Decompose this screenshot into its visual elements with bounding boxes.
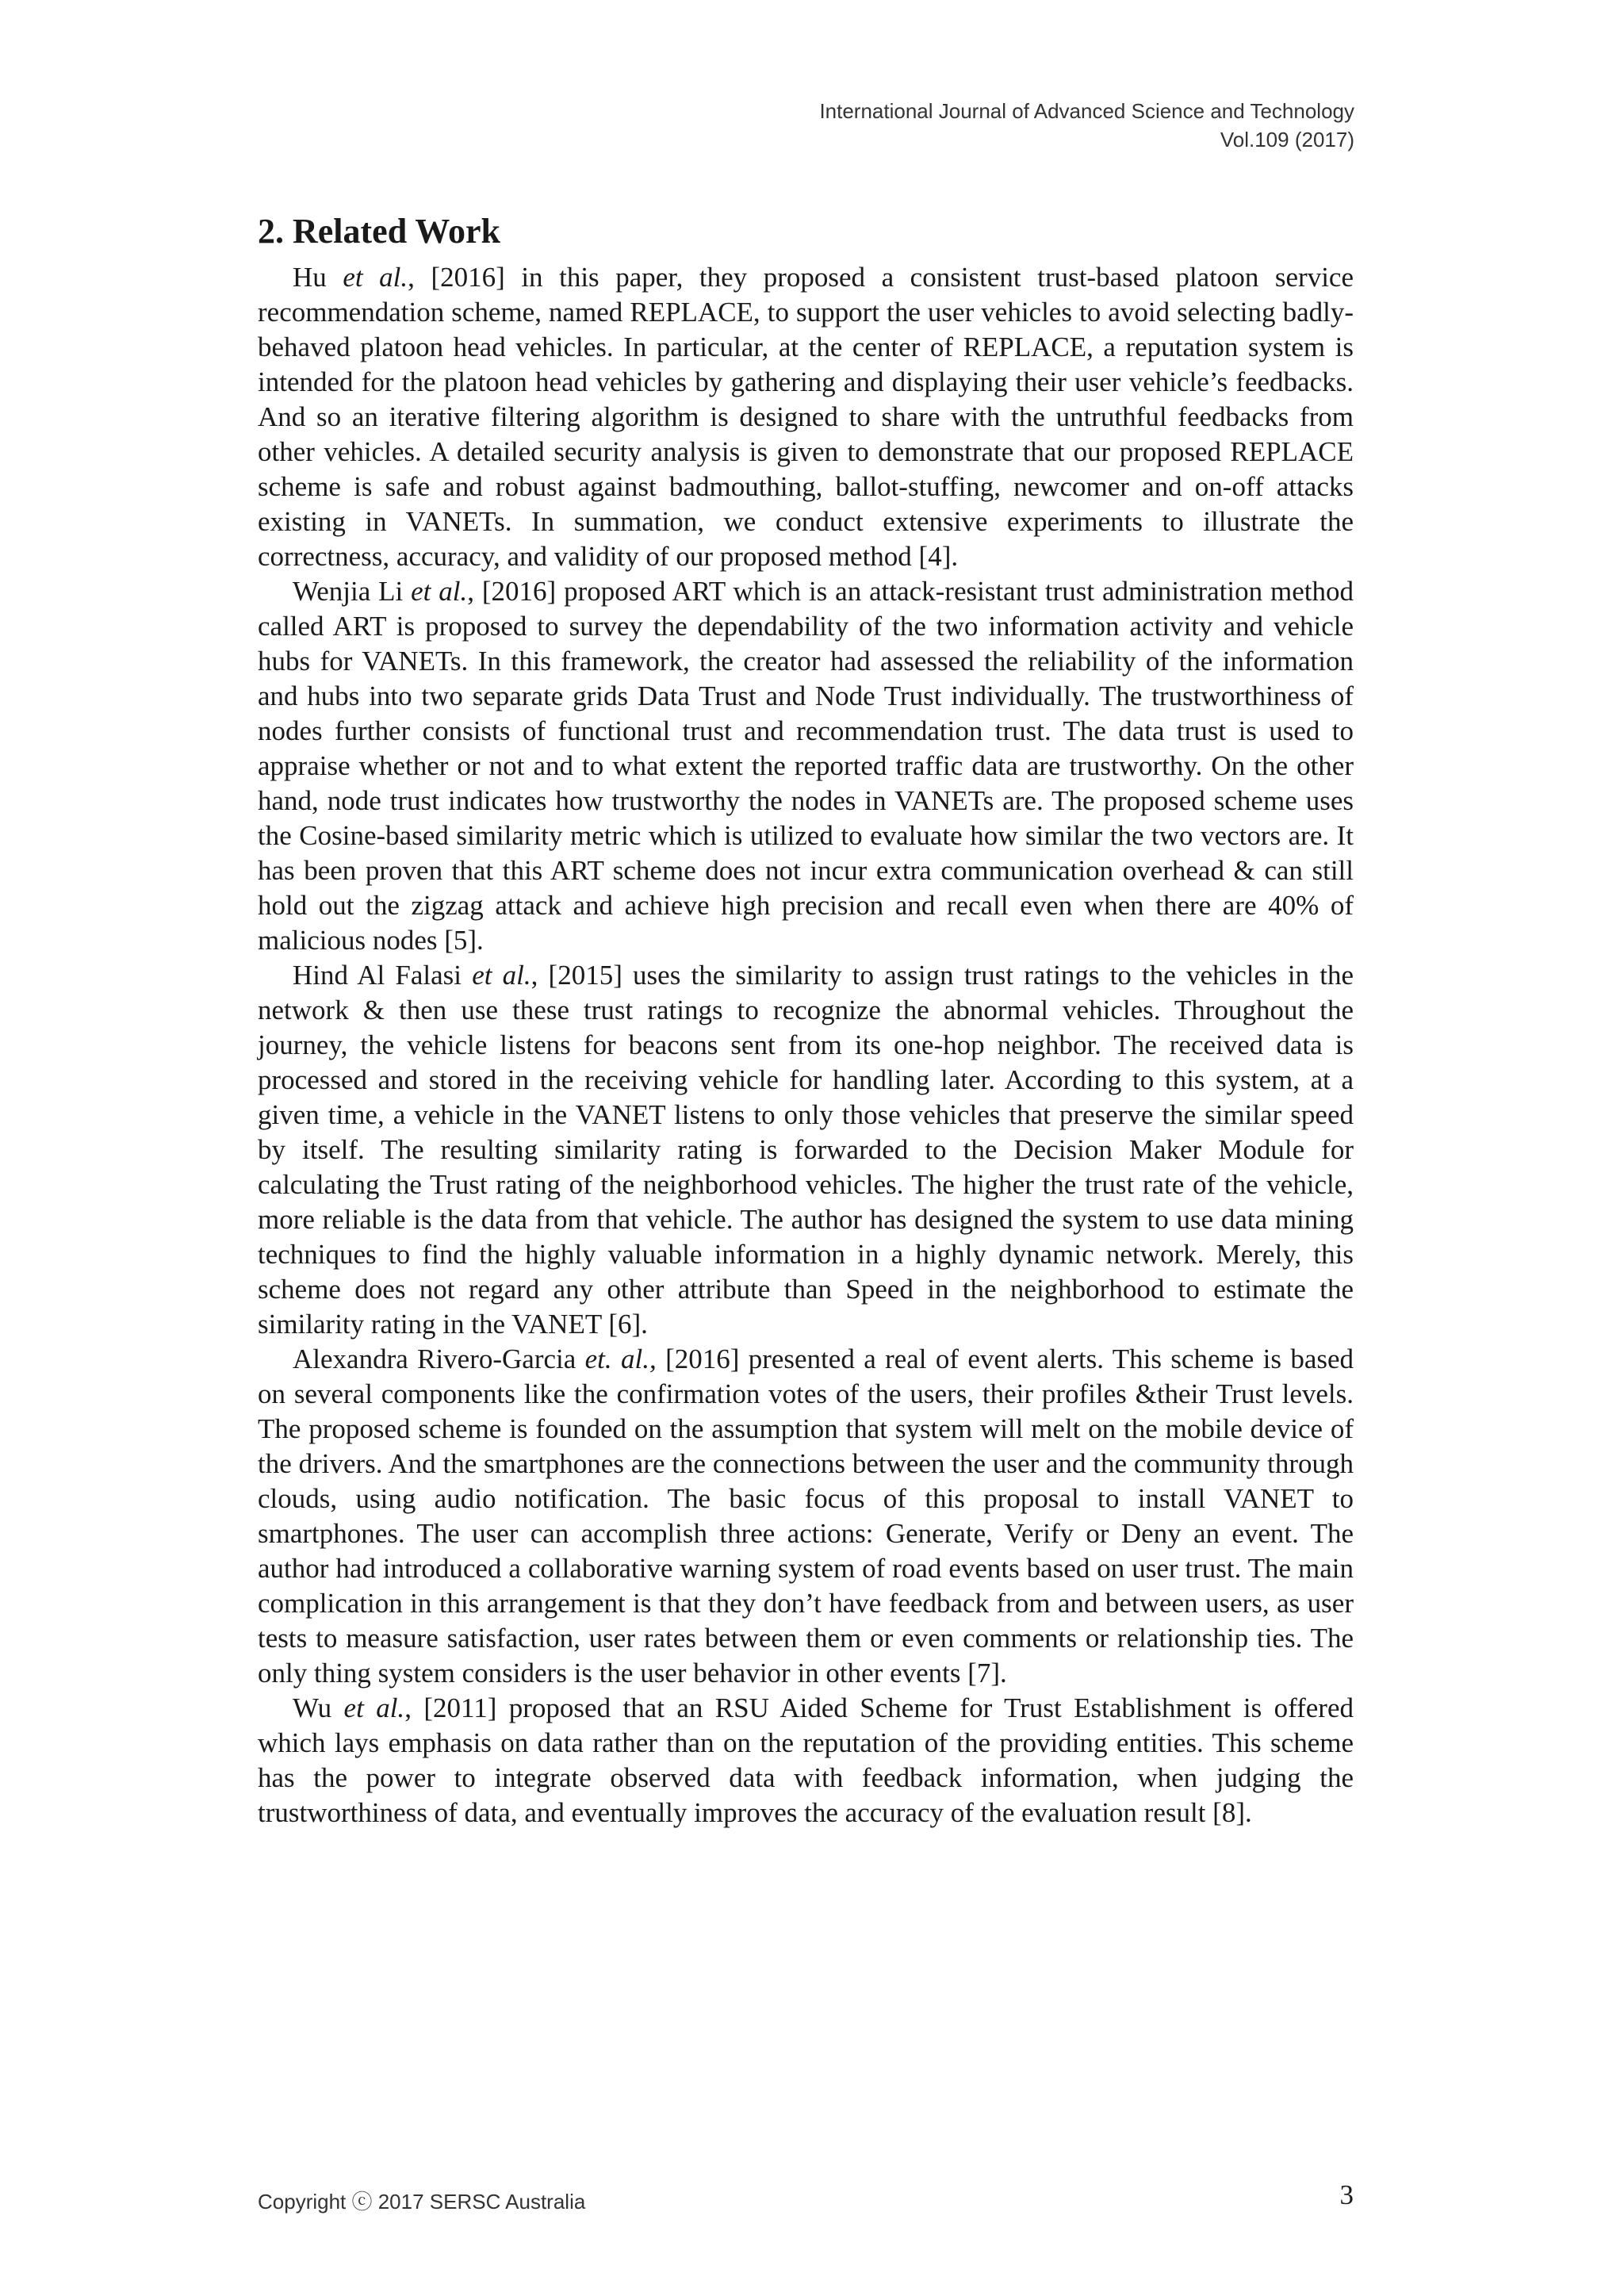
paragraph-lead: Wenjia Li [293, 576, 412, 607]
paragraph-falasi [258, 958, 1354, 1342]
paragraph-rivero-garcia [258, 1342, 1354, 1691]
running-header [819, 97, 1354, 154]
paragraph-body: , [2015] uses the similarity to assign trust ratings to the vehicles in the network & then use these trust ratings to recognize the abnormal vehicles. Throughout the journey, the vehicle listens for beacons sent from its one-hop neighbor. The received data is processed and stored in the receiving vehicle for handling later. According to this system, at a given time, a vehicle in the VANET listens to only those vehicles that preserve the similar speed by itself. The resulting similarity rating is forwarded to the Decision Maker Module for calculating the Trust rating of the neighborhood vehicles. The higher the trust rate of the vehicle, more reliable is the data from that vehicle. The author has designed the system to use data mining techniques to find the highly valuable information in a highly dynamic network. Merely, this scheme does not regard any other attribute than Speed in the neighborhood to estimate the similarity rating in the VANET [6]. [258, 960, 1354, 1340]
et-al-citation: et al. [343, 262, 408, 293]
paragraph-wu [258, 1691, 1354, 1830]
et-al-citation: et al. [343, 1692, 405, 1723]
paragraph-lead: Wu [293, 1692, 344, 1723]
et-al-citation: et. al., [584, 1343, 657, 1374]
paragraph-body: [2016] presented a real of event alerts. This scheme is based on several components like the confirmation votes of the users, their profiles &their Trust levels. The proposed scheme is founded on the assumption that system will melt on the mobile device of the drivers. And the smartphones are the connections between the user and the community through clouds, using audio notification. The basic focus of this proposal to install VANET to smartphones. The user can accomplish three actions: Generate, Verify or Deny an event. The author had introduced a collaborative warning system of road events based on user trust. The main complication in this arrangement is that they don’t have feedback from and between users, as user tests to measure satisfaction, user rates between them or even comments or relationship ties. The only thing system considers is the user behavior in other events [7]. [258, 1343, 1354, 1688]
volume-label: Vol.109 (2017) [1220, 128, 1354, 151]
journal-title: International Journal of Advanced Science and Technology [819, 99, 1354, 123]
main-content [258, 208, 1354, 1830]
copyright-notice: Copyright ⓒ 2017 SERSC Australia [258, 2190, 586, 2214]
paragraph-lead: Hind Al Falasi [293, 960, 473, 991]
paragraph-body: , [2011] proposed that an RSU Aided Scheme for Trust Establishment is offered which lays emphasis on data rather than on the reputation of the providing entities. This scheme has the power to integrate observed data with feedback information, when judging the trustworthiness of data, and eventually improves the accuracy of the evaluation result [8]. [258, 1692, 1354, 1828]
paragraph-body: , [2016] proposed ART which is an attack-resistant trust administration method called ART is proposed to survey the dependability of the two information activity and vehicle hubs for VANETs. In this framework, the creator had assessed the reliability of the information and hubs into two separate grids Data Trust and Node Trust individually. The trustworthiness of nodes further consists of functional trust and recommendation trust. The data trust is used to appraise whether or not and to what extent the reported traffic data are trustworthy. On the other hand, node trust indicates how trustworthy the nodes in VANETs are. The proposed scheme uses the Cosine-based similarity metric which is utilized to evaluate how similar the two vectors are. It has been proven that this ART scheme does not incur extra communication overhead & can still hold out the zigzag attack and achieve high precision and recall even when there are 40% of malicious nodes [5]. [258, 576, 1354, 956]
paragraph-hu [258, 260, 1354, 574]
paragraph-lead: Alexandra Rivero-Garcia [293, 1343, 585, 1374]
paragraph-li [258, 574, 1354, 958]
page-number: 3 [1339, 2179, 1354, 2210]
paragraph-body: , [2016] in this paper, they proposed a consistent trust-based platoon service recommendation scheme, named REPLACE, to support the user vehicles to avoid selecting badly-behaved platoon head vehicles. In particular, at the center of REPLACE, a reputation system is intended for the platoon head vehicles by gathering and displaying their user vehicle’s feedbacks. And so an iterative filtering algorithm is designed to share with the untruthful feedbacks from other vehicles. A detailed security analysis is given to demonstrate that our proposed REPLACE scheme is safe and robust against badmouthing, ballot-stuffing, newcomer and on-off attacks existing in VANETs. In summation, we conduct extensive experiments to illustrate the correctness, accuracy, and validity of our proposed method [4]. [258, 262, 1354, 572]
et-al-citation: et al. [472, 960, 531, 991]
paragraph-lead: Hu [293, 262, 343, 293]
et-al-citation: et al. [411, 576, 468, 607]
section-title: 2. Related Work [258, 212, 500, 251]
